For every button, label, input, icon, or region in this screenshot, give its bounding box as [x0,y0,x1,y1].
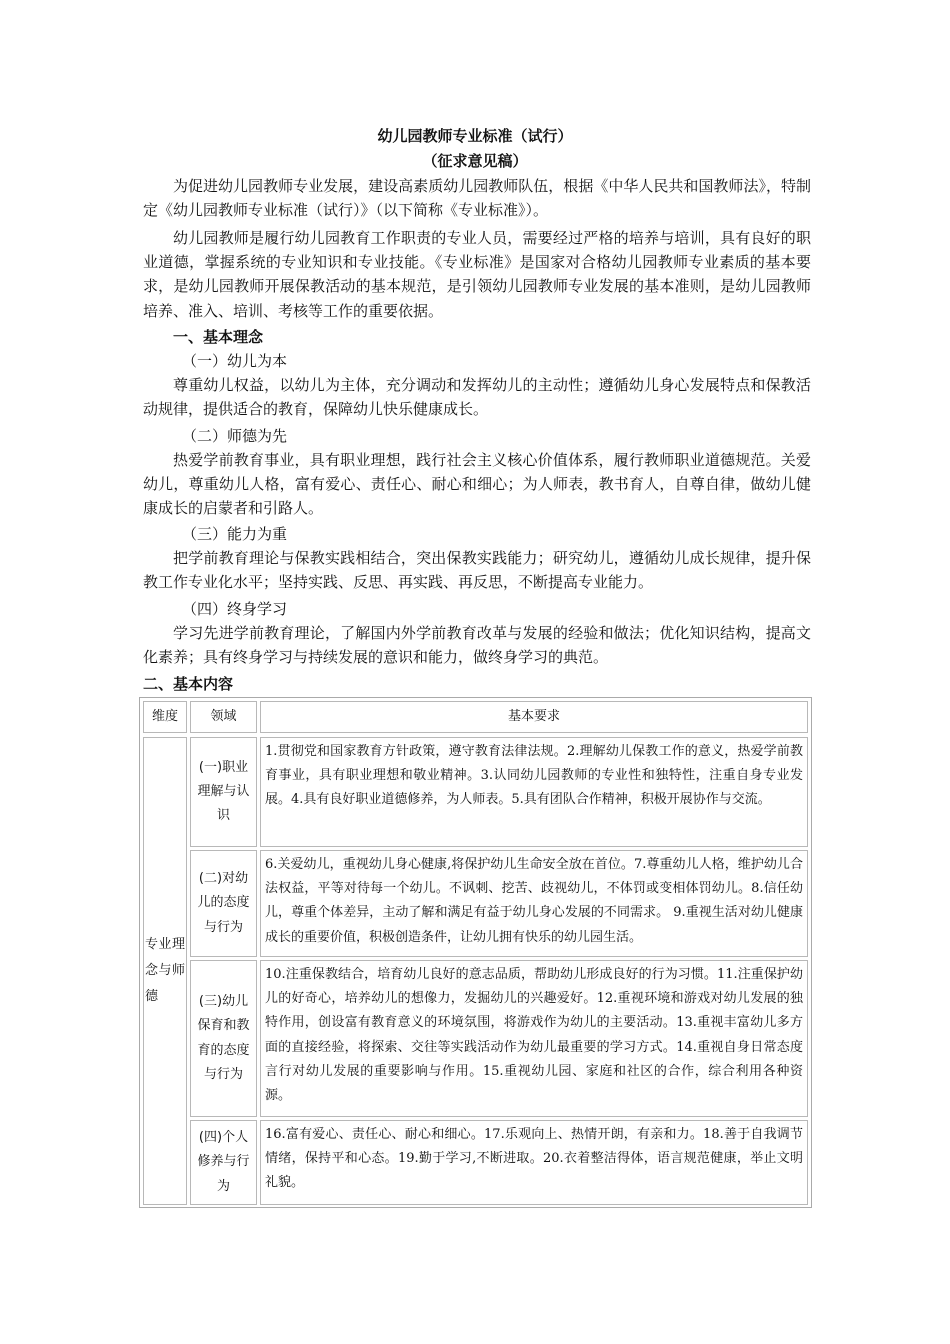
concept-text-1: 尊重幼儿权益，以幼儿为主体，充分调动和发挥幼儿的主动性；遵循幼儿身心发展特点和保教活动规律，提供适合的教育，保障幼儿快乐健康成长。 [143,376,811,419]
intro-paragraph-2: 幼儿园教师是履行幼儿园教育工作职责的专业人员，需要经过严格的培养与培训，具有良好的职业道德，掌握系统的专业知识和专业技能。《专业标准》是国家对合格幼儿园教师专业素质的基本要求，是幼儿园教师开展保教活动的基本规范，是引领幼儿园教师专业发展的基本准则，是幼儿园教师培养、准入、培训、考核等工作的重要依据。 [143,229,811,320]
requirement-cell-4: 16.富有爱心、责任心、耐心和细心。17.乐观向上、热情开朗，有亲和力。18.善于自我调节情绪，保持平和心态。19.勤于学习,不断进取。20.衣着整洁得体，语言规范健康，举止文明礼貌。 [260,1120,808,1205]
domain-cell-1: (一)职业理解与认识 [190,737,257,847]
concept-text-3: 把学前教育理论与保教实践相结合，突出保教实践能力；研究幼儿，遵循幼儿成长规律，提升保教工作专业化水平；坚持实践、反思、再实践、再反思，不断提高专业能力。 [143,549,811,592]
dimension-cell [143,737,187,1205]
concept-title-2: （二）师德为先 [182,427,288,445]
intro-paragraph-1: 为促进幼儿园教师专业发展，建设高素质幼儿园教师队伍，根据《中华人民共和国教师法》，特制定《幼儿园教师专业标准（试行）》（以下简称《专业标准》）。 [143,177,811,220]
document-subtitle: （征求意见稿） [422,152,528,170]
requirement-cell-3: 10.注重保教结合，培育幼儿良好的意志品质，帮助幼儿形成良好的行为习惯。11.注重保护幼儿的好奇心，培养幼儿的想像力，发掘幼儿的兴趣爱好。12.重视环境和游戏对幼儿发展的独特作用，创设富有教育意义的环境氛围，将游戏作为幼儿的主要活动。13.重视丰富幼儿多方面的直接经验，将探索、交往等实践活动作为幼儿最重要的学习方式。14.重视自身日常态度言行对幼儿发展的重要影响与作用。15.重视幼儿园、家庭和社区的合作，综合利用各种资源。 [260,960,808,1117]
concept-title-3: （三）能力为重 [182,525,288,543]
requirement-cell-1: 1.贯彻党和国家教育方针政策，遵守教育法律法规。2.理解幼儿保教工作的意义，热爱学前教育事业，具有职业理想和敬业精神。3.认同幼儿园教师的专业性和独特性，注重自身专业发展。4.具有良好职业道德修养，为人师表。5.具有团队合作精神，积极开展协作与交流。 [260,737,808,847]
domain-cell-2: (二)对幼儿的态度与行为 [190,850,257,957]
domain-cell-3: (三)幼儿保育和教育的态度与行为 [190,960,257,1117]
section-heading-basic-content: 二、基本内容 [143,675,234,693]
dimension-label: 专业理念与师德 [145,937,185,1004]
document-title: 幼儿园教师专业标准（试行） [377,127,573,145]
concept-title-1: （一）幼儿为本 [182,352,288,370]
section-heading-basic-concepts: 一、基本理念 [173,328,264,346]
concept-text-2: 热爱学前教育事业，具有职业理想，践行社会主义核心价值体系，履行教师职业道德规范。关爱幼儿，尊重幼儿人格，富有爱心、责任心、耐心和细心；为人师表，教书育人，自尊自律，做幼儿健康成长的启蒙者和引路人。 [143,451,811,518]
concept-title-4: （四）终身学习 [182,600,288,618]
table-header-dimension: 维度 [143,701,187,733]
concept-text-4: 学习先进学前教育理论，了解国内外学前教育改革与发展的经验和做法；优化知识结构，提高文化素养；具有终身学习与持续发展的意识和能力，做终身学习的典范。 [143,624,811,667]
domain-cell-4: (四)个人修养与行为 [190,1120,257,1205]
standards-table [139,697,812,1208]
table-header-domain: 领域 [190,701,257,733]
table-header-requirements: 基本要求 [260,701,808,733]
requirement-cell-2: 6.关爱幼儿，重视幼儿身心健康,将保护幼儿生命安全放在首位。7.尊重幼儿人格，维护幼儿合法权益，平等对待每一个幼儿。不讽刺、挖苦、歧视幼儿，不体罚或变相体罚幼儿。8.信任幼儿，尊重个体差异，主动了解和满足有益于幼儿身心发展的不同需求。 9.重视生活对幼儿健康成长的重要价值，积极创造条件，让幼儿拥有快乐的幼儿园生活。 [260,850,808,957]
